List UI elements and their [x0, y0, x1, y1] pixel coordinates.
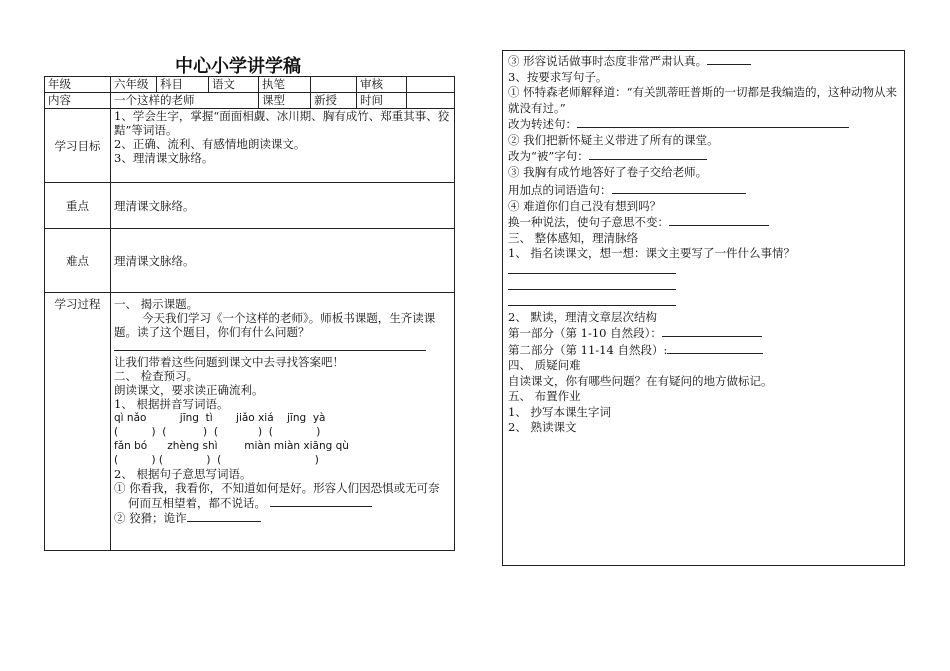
focus-label: 重点 [45, 183, 111, 229]
right-text: 换一种说法，使句子意思不变： [508, 215, 669, 229]
right-line: 1、 抄写本课生字词 [508, 404, 611, 419]
review-value [407, 77, 455, 93]
goal-item: 3、理清课文脉络。 [114, 151, 214, 165]
right-text: 改为转述句： [508, 117, 577, 131]
right-text: ③ 形容说话做事时态度非常严肃认真。 [508, 54, 708, 68]
right-line: 四、 质疑问难 [508, 358, 581, 372]
answer-blank[interactable] [508, 278, 676, 290]
right-line: 2、 默读，理清文章层次结构 [508, 309, 657, 324]
pinyin-blanks-2[interactable]: ( ) ( ) ( ) [114, 454, 319, 466]
meaning-item-1 [114, 481, 451, 510]
right-line [508, 342, 899, 359]
right-text: 第一部分（第 1-10 自然段）： [508, 326, 662, 340]
right-line: 三、 整体感知，理清脉络 [508, 230, 639, 245]
writer-value [311, 77, 357, 93]
right-line: 五、 布置作业 [508, 389, 581, 403]
lesson-table [44, 76, 455, 551]
right-line: 1、 指名读课文，想一想：课文主要写了一件什么事情？ [508, 246, 795, 260]
grade-label: 年级 [45, 77, 111, 93]
answer-blank[interactable] [589, 148, 707, 160]
topic-text: 今天我们学习《一个这样的老师》。师板书课题，生齐读课题。读了这个题目，你们有什么问题？ [114, 311, 436, 339]
goals-label: 学习目标 [45, 109, 111, 183]
right-line: 2、 熟读课文 [508, 420, 577, 434]
right-text: 第二部分（第 11-14 自然段）: [508, 342, 668, 357]
meaning-item-2 [114, 510, 451, 525]
right-text: 用加点的词语造句： [508, 183, 612, 197]
answer-blank[interactable] [187, 510, 261, 522]
answer-blank[interactable] [508, 294, 676, 306]
question-pinyin: 1、 根据拼音写词语。 [114, 397, 229, 411]
right-panel [502, 50, 905, 566]
goal-item: 2、正确、流利、有感情地朗读课文。 [114, 137, 306, 151]
pinyin-blanks-1[interactable]: ( ) ( ) ( ) ( ) [114, 426, 321, 438]
answer-blank[interactable] [114, 339, 426, 351]
type-value: 新授 [311, 93, 357, 109]
right-line: ① 怀特森老师解释道：“有关凯蒂旺普斯的一切都是我编造的，这种动物从来就没有过。” [508, 85, 898, 115]
section-check-preview: 二、 检查预习。 [114, 369, 199, 383]
answer-blank[interactable] [707, 53, 751, 65]
topic-after-text: 让我们带着这些问题到课文中去寻找答案吧！ [114, 355, 344, 369]
pinyin-row-2: fǎn bó zhèng shì miàn miàn xiāng qù [114, 440, 349, 452]
time-value [407, 93, 455, 109]
focus-text: 理清课文脉络。 [111, 183, 455, 229]
difficulty-label: 难点 [45, 229, 111, 293]
content-label: 内容 [45, 93, 111, 109]
right-line [508, 53, 899, 70]
content-value: 一个这样的老师 [111, 93, 259, 109]
right-line: 3、按要求写句子。 [508, 69, 608, 84]
review-label: 审核 [357, 77, 407, 93]
right-line [508, 116, 899, 133]
answer-blank[interactable] [612, 182, 746, 194]
type-label: 课型 [259, 93, 311, 109]
preview-text: 朗读课文，要求读正确流利。 [114, 383, 264, 397]
meaning-item-1-text: ① 你看我，我看你，不知道如何是好。形容人们因恐惧或无可奈何而互相望着，都不说话。 [114, 481, 440, 510]
meaning-item-2-text: ② 狡猾；诡诈 [114, 511, 187, 525]
right-line: 自读课文，你有哪些问题？在有疑问的地方做标记。 [508, 373, 773, 388]
right-line [508, 182, 899, 199]
pinyin-row-1: qì nǎo jīng tì jiǎo xiá jīng yà [114, 412, 326, 424]
answer-blank[interactable] [667, 342, 763, 354]
answer-blank[interactable] [508, 262, 676, 274]
page-title: 中心小学讲学稿 [175, 56, 301, 77]
difficulty-text: 理清课文脉络。 [111, 229, 455, 293]
right-text: 改为“被”字句： [508, 149, 589, 163]
grade-value: 六年级 [111, 77, 157, 93]
subject-value: 语文 [209, 77, 259, 93]
time-label: 时间 [357, 93, 407, 109]
section-reveal-topic: 一、 揭示课题。 [114, 297, 199, 311]
goals-content [111, 109, 455, 183]
right-line: ② 我们把新怀疑主义带进了所有的课堂。 [508, 132, 719, 147]
process-label: 学习过程 [45, 293, 111, 551]
subject-label: 科目 [157, 77, 209, 93]
right-line [508, 214, 899, 231]
right-line [508, 148, 899, 165]
answer-blank[interactable] [662, 325, 762, 337]
answer-blank[interactable] [577, 116, 849, 128]
goal-item: 1、学会生字，掌握“面面相觑、冰川期、胸有成竹、郑重其事、狡黠”等词语。 [114, 109, 450, 137]
question-meaning: 2、 根据句子意思写词语。 [114, 467, 252, 481]
writer-label: 执笔 [259, 77, 311, 93]
answer-blank[interactable] [270, 495, 372, 507]
right-line: ④ 难道你们自己没有想到吗？ [508, 198, 662, 213]
right-line [508, 325, 899, 342]
right-line: ③ 我胸有成竹地答好了卷子交给老师。 [508, 164, 708, 179]
process-content [111, 293, 455, 551]
answer-blank[interactable] [669, 214, 769, 226]
